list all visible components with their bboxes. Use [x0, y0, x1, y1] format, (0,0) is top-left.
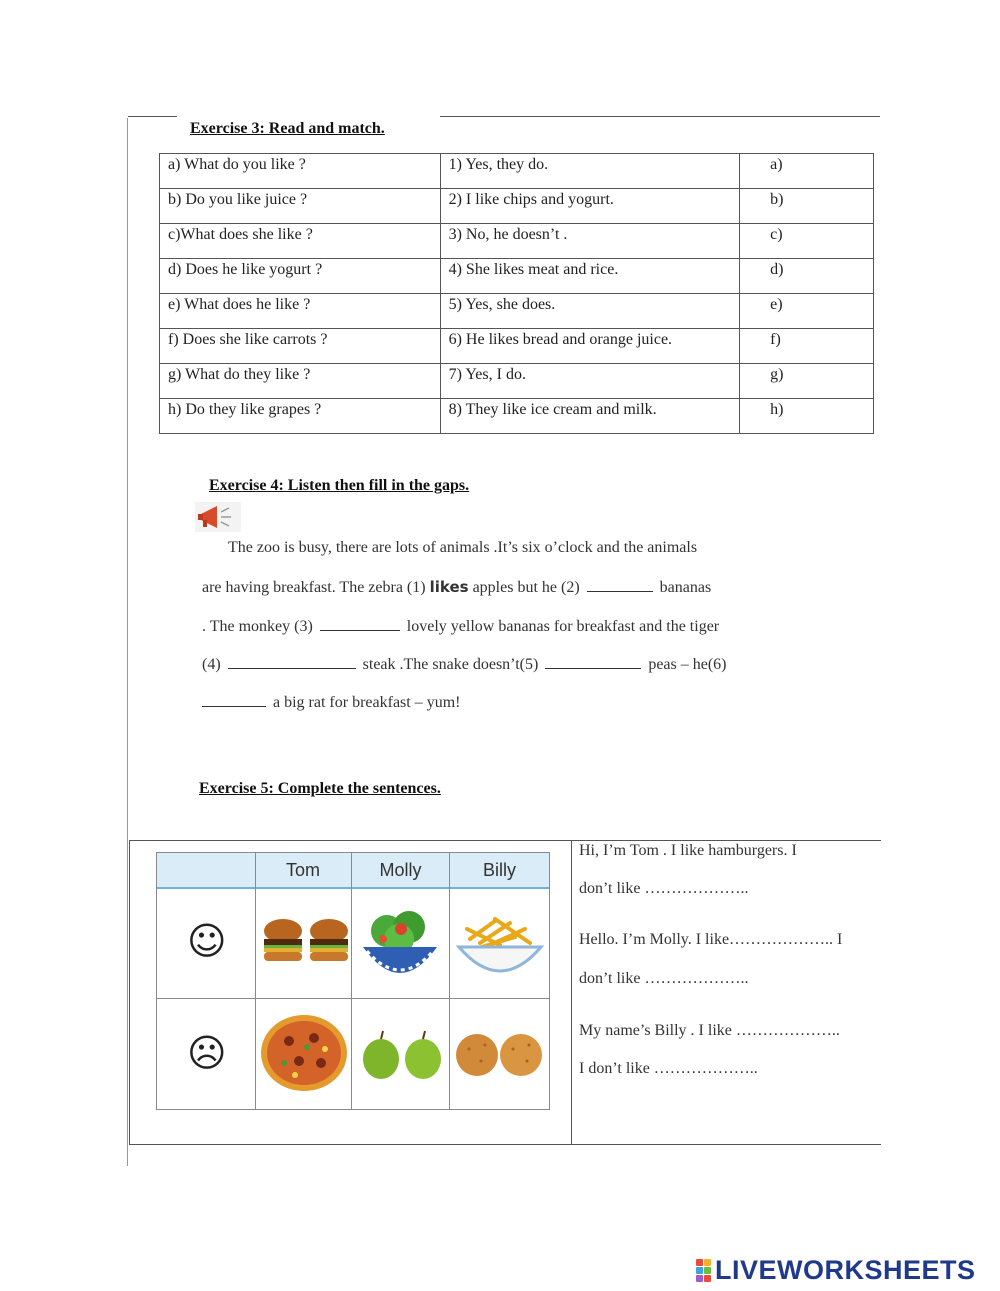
question-cell: d) Does he like yogurt ?	[160, 259, 441, 294]
question-cell: c)What does she like ?	[160, 224, 441, 259]
question-cell: g) What do they like ?	[160, 364, 441, 399]
grid-line	[449, 853, 450, 1109]
answer-key-cell[interactable]: a)	[740, 154, 874, 189]
molly-sentence-line1[interactable]: Hello. I’m Molly. I like……………….. I	[579, 931, 843, 948]
match-table	[159, 153, 874, 434]
grid-line	[157, 998, 549, 999]
story-text: bananas	[659, 579, 712, 596]
exercise5-title: Exercise 5: Complete the sentences.	[199, 780, 441, 797]
question-cell: b) Do you like juice ?	[160, 189, 441, 224]
sad-face-icon: ☹	[187, 1031, 227, 1075]
answer-cell: 5) Yes, she does.	[440, 294, 740, 329]
answer-cell: 2) I like chips and yogurt.	[440, 189, 740, 224]
match-row	[160, 364, 874, 399]
answer-key-cell[interactable]: d)	[740, 259, 874, 294]
match-row	[160, 154, 874, 189]
answer-key-cell[interactable]: b)	[740, 189, 874, 224]
question-cell: e) What does he like ?	[160, 294, 441, 329]
story-text: peas – he(6)	[648, 656, 727, 673]
exercise3-title: Exercise 3: Read and match.	[190, 120, 385, 137]
answer-key-cell[interactable]: h)	[740, 399, 874, 434]
story-text: . The monkey (3)	[202, 618, 313, 635]
food-preference-grid	[156, 852, 550, 1110]
answer-key-cell[interactable]: g)	[740, 364, 874, 399]
billy-sentence-line1[interactable]: My name’s Billy . I like ………………..	[579, 1022, 840, 1039]
grid-name-billy: Billy	[482, 860, 516, 880]
story-line-4	[202, 654, 727, 674]
top-rule-right	[440, 116, 880, 117]
answer-key-cell[interactable]: c)	[740, 224, 874, 259]
match-row	[160, 399, 874, 434]
story-line-1	[228, 539, 697, 557]
match-row	[160, 259, 874, 294]
exercise5-divider	[571, 840, 572, 1144]
story-text: are having breakfast. The zebra (1)	[202, 579, 430, 596]
question-cell: h) Do they like grapes ?	[160, 399, 441, 434]
apples-icon	[361, 1027, 445, 1088]
story-line-3	[202, 616, 719, 636]
tom-sentence-line2[interactable]: don’t like ………………..	[579, 880, 749, 897]
gap-3-input[interactable]	[320, 616, 400, 631]
answer-cell: 6) He likes bread and orange juice.	[440, 329, 740, 364]
story-text: a big rat for breakfast – yum!	[273, 694, 461, 711]
logo-blocks-icon	[696, 1259, 711, 1282]
liveworksheets-logo	[696, 1254, 976, 1286]
gap-4-input[interactable]	[228, 654, 356, 669]
brand-name: LIVEWORKSHEETS	[715, 1254, 976, 1285]
story-text: apples but he (2)	[468, 579, 580, 596]
answer-cell: 3) No, he doesn’t .	[440, 224, 740, 259]
match-row	[160, 294, 874, 329]
answer-key-cell[interactable]: f)	[740, 329, 874, 364]
megaphone-icon[interactable]	[195, 502, 241, 532]
chips-icon	[455, 909, 545, 994]
salad-icon	[357, 903, 443, 998]
story-text: lovely yellow bananas for breakfast and the tiger	[406, 618, 720, 635]
answer-cell: 4) She likes meat and rice.	[440, 259, 740, 294]
biscuits-icon	[455, 1031, 545, 1084]
smiley-face-icon: ☺	[187, 919, 227, 963]
exercise4-title: Exercise 4: Listen then fill in the gaps.	[209, 477, 470, 494]
answer-cell: 8) They like ice cream and milk.	[440, 399, 740, 434]
molly-sentence-line2[interactable]: don’t like ………………..	[579, 970, 749, 987]
grid-line	[351, 853, 352, 1109]
gap-5-input[interactable]	[545, 654, 641, 669]
match-row	[160, 329, 874, 364]
top-rule-left	[128, 116, 177, 117]
grid-line	[255, 853, 256, 1109]
hamburgers-icon	[261, 917, 351, 972]
answer-cell: 7) Yes, I do.	[440, 364, 740, 399]
billy-sentence-line2[interactable]: I don’t like ………………..	[579, 1060, 758, 1077]
question-cell: a) What do you like ?	[160, 154, 441, 189]
gap-6-input[interactable]	[202, 692, 266, 707]
match-row	[160, 189, 874, 224]
answer-key-cell[interactable]: e)	[740, 294, 874, 329]
question-cell: f) Does she like carrots ?	[160, 329, 441, 364]
story-text: steak .The snake doesn’t(5)	[362, 656, 539, 673]
story-text: The zoo is busy, there are lots of animals .It’s six o’clock and the animals	[228, 539, 698, 556]
grid-name-tom: Tom	[285, 860, 320, 880]
answer-cell: 1) Yes, they do.	[440, 154, 740, 189]
story-text: (4)	[202, 656, 221, 673]
story-line-2	[202, 577, 711, 597]
tom-sentence-line1: Hi, I’m Tom . I like hamburgers. I	[579, 842, 797, 859]
pizza-icon	[259, 1013, 349, 1098]
grid-name-molly: Molly	[379, 860, 422, 880]
story-line-5	[202, 692, 460, 712]
gap-2-input[interactable]	[587, 577, 653, 592]
margin-rule	[127, 118, 128, 1166]
match-row	[160, 224, 874, 259]
example-answer: likes	[429, 578, 469, 596]
